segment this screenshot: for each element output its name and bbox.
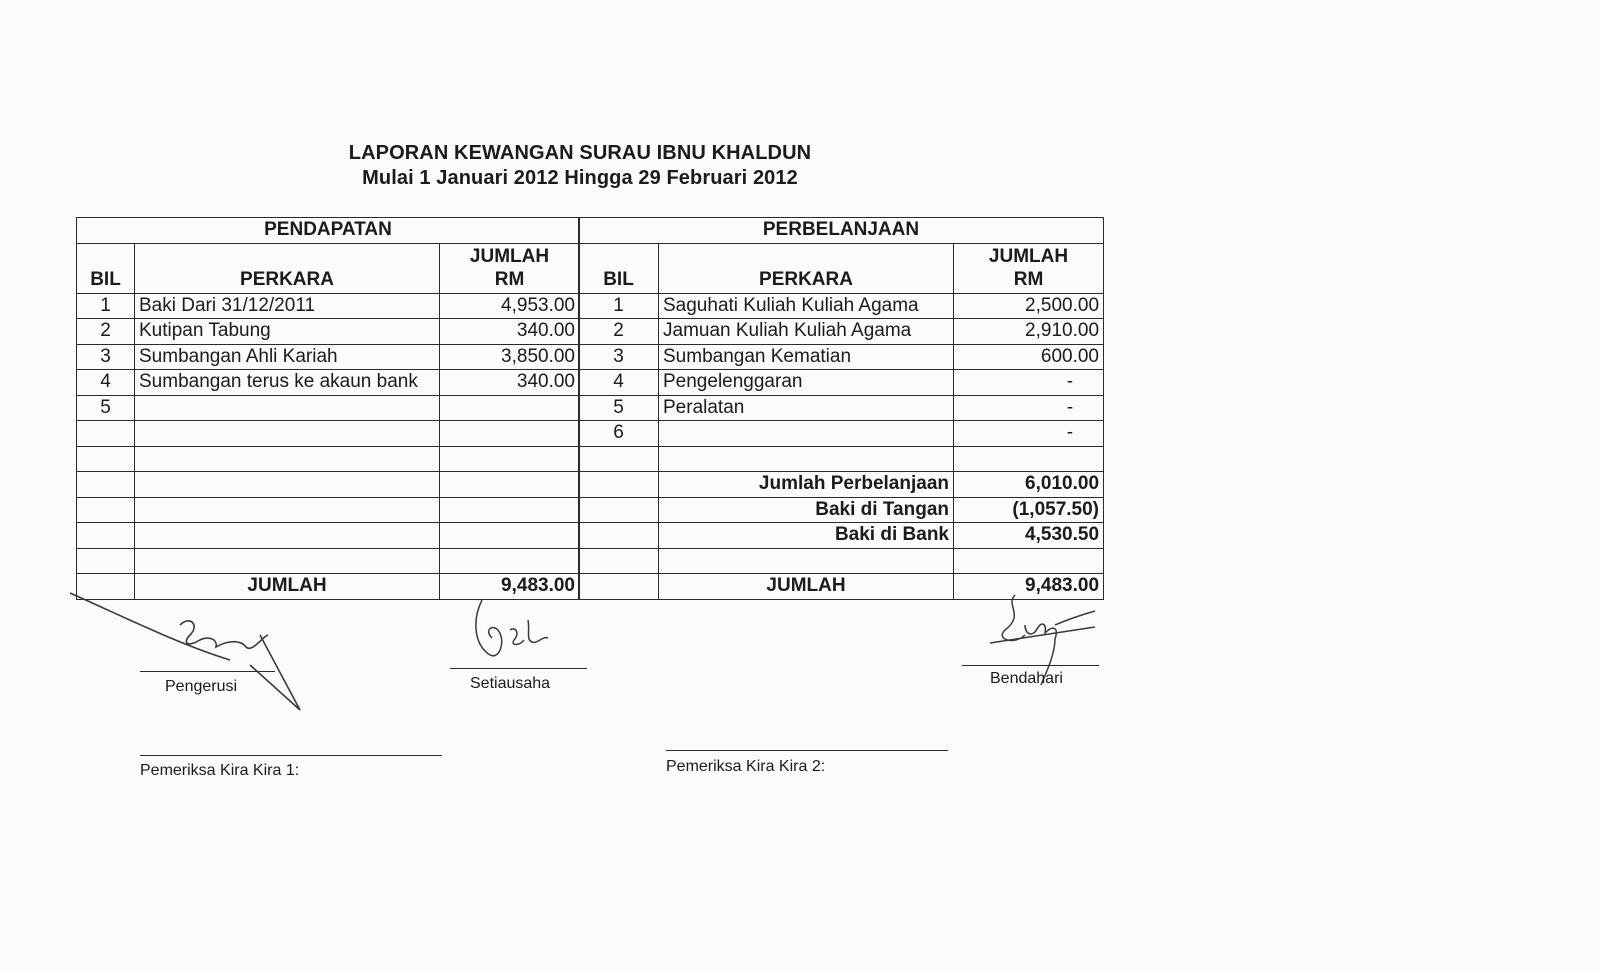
pengerusi-label: Pengerusi — [165, 678, 238, 695]
table-row — [579, 319, 1104, 345]
expense-total-label: JUMLAH — [659, 574, 954, 600]
income-bil: 5 — [77, 395, 135, 421]
expense-perkara: Pengelenggaran — [659, 370, 954, 396]
income-col-bil: BIL — [77, 243, 135, 293]
income-column-header — [77, 243, 580, 293]
expense-jumlah: - — [954, 421, 1104, 447]
table-row — [579, 344, 1104, 370]
expense-col-perkara: PERKARA — [659, 243, 954, 293]
expense-bil: 1 — [579, 293, 659, 319]
summary-row — [579, 523, 1104, 549]
income-jumlah: 4,953.00 — [440, 293, 580, 319]
expense-bil: 4 — [579, 370, 659, 396]
summary-label: Baki di Tangan — [659, 497, 954, 523]
income-jumlah: 3,850.00 — [440, 344, 580, 370]
pemeriksa-2-label: Pemeriksa Kira Kira 2: — [666, 758, 826, 775]
expense-bil: 5 — [579, 395, 659, 421]
income-perkara — [135, 395, 440, 421]
expense-perkara: Sumbangan Kematian — [659, 344, 954, 370]
income-jumlah: 340.00 — [440, 370, 580, 396]
summary-row — [579, 497, 1104, 523]
income-jumlah — [440, 395, 580, 421]
expense-jumlah: - — [954, 370, 1104, 396]
expense-jumlah: 2,910.00 — [954, 319, 1104, 345]
report-title: LAPORAN KEWANGAN SURAU IBNU KHALDUN — [348, 142, 812, 164]
empty-row — [77, 421, 580, 447]
income-perkara: Baki Dari 31/12/2011 — [135, 293, 440, 319]
empty-row — [579, 446, 1104, 472]
summary-row — [579, 472, 1104, 498]
pemeriksa-2-line — [666, 750, 948, 751]
bendahari-label: Bendahari — [990, 670, 1063, 687]
empty-row — [77, 523, 580, 549]
empty-row — [77, 446, 580, 472]
pengerusi-signature — [60, 585, 320, 725]
pengerusi-line — [140, 671, 275, 672]
empty-row — [77, 497, 580, 523]
income-heading: PENDAPATAN — [77, 218, 580, 244]
expense-jumlah: - — [954, 395, 1104, 421]
summary-value: 4,530.50 — [954, 523, 1104, 549]
expense-bil: 2 — [579, 319, 659, 345]
expense-heading-row — [579, 218, 1104, 244]
income-jumlah: 340.00 — [440, 319, 580, 345]
setiausaha-label: Setiausaha — [470, 675, 551, 692]
expense-perkara: Saguhati Kuliah Kuliah Agama — [659, 293, 954, 319]
table-row — [77, 344, 580, 370]
income-col-jumlah-label: JUMLAH — [469, 245, 550, 267]
income-heading-row — [77, 218, 580, 244]
setiausaha-signature — [470, 600, 580, 670]
expense-bil: 3 — [579, 344, 659, 370]
table-row — [579, 370, 1104, 396]
table-row — [77, 293, 580, 319]
income-col-rm-label: RM — [494, 268, 525, 290]
summary-value: (1,057.50) — [954, 497, 1104, 523]
income-perkara: Sumbangan terus ke akaun bank — [135, 370, 440, 396]
expense-table — [578, 217, 1104, 600]
setiausaha-line — [450, 668, 587, 669]
summary-value: 6,010.00 — [954, 472, 1104, 498]
expense-col-bil: BIL — [579, 243, 659, 293]
income-col-jumlah — [440, 243, 580, 293]
income-bil: 2 — [77, 319, 135, 345]
income-total-value: 9,483.00 — [440, 574, 580, 600]
expense-perkara: Peralatan — [659, 395, 954, 421]
expense-bil: 6 — [579, 421, 659, 447]
income-perkara: Kutipan Tabung — [135, 319, 440, 345]
income-total-label: JUMLAH — [135, 574, 440, 600]
expense-perkara: Jamuan Kuliah Kuliah Agama — [659, 319, 954, 345]
expense-col-jumlah — [954, 243, 1104, 293]
table-row — [579, 293, 1104, 319]
expense-heading: PERBELANJAAN — [579, 218, 1104, 244]
expense-jumlah: 600.00 — [954, 344, 1104, 370]
income-table — [76, 217, 580, 600]
report-period: Mulai 1 Januari 2012 Hingga 29 Februari 2012 — [362, 167, 798, 189]
expense-col-jumlah-label: JUMLAH — [988, 245, 1069, 267]
pemeriksa-1-label: Pemeriksa Kira Kira 1: — [140, 762, 300, 779]
pemeriksa-1-line — [140, 755, 442, 756]
expense-jumlah: 2,500.00 — [954, 293, 1104, 319]
table-row — [579, 395, 1104, 421]
expense-col-rm-label: RM — [1013, 268, 1044, 290]
summary-label: Jumlah Perbelanjaan — [659, 472, 954, 498]
table-row — [77, 319, 580, 345]
empty-row — [579, 548, 1104, 574]
expense-column-header — [579, 243, 1104, 293]
bendahari-line — [962, 665, 1099, 666]
summary-label: Baki di Bank — [659, 523, 954, 549]
income-bil: 3 — [77, 344, 135, 370]
income-perkara: Sumbangan Ahli Kariah — [135, 344, 440, 370]
table-row — [579, 421, 1104, 447]
empty-row — [77, 548, 580, 574]
empty-row — [77, 472, 580, 498]
income-col-perkara: PERKARA — [135, 243, 440, 293]
income-bil: 4 — [77, 370, 135, 396]
table-row — [77, 370, 580, 396]
expense-perkara — [659, 421, 954, 447]
table-row — [77, 395, 580, 421]
income-bil: 1 — [77, 293, 135, 319]
expense-total-value: 9,483.00 — [954, 574, 1104, 600]
